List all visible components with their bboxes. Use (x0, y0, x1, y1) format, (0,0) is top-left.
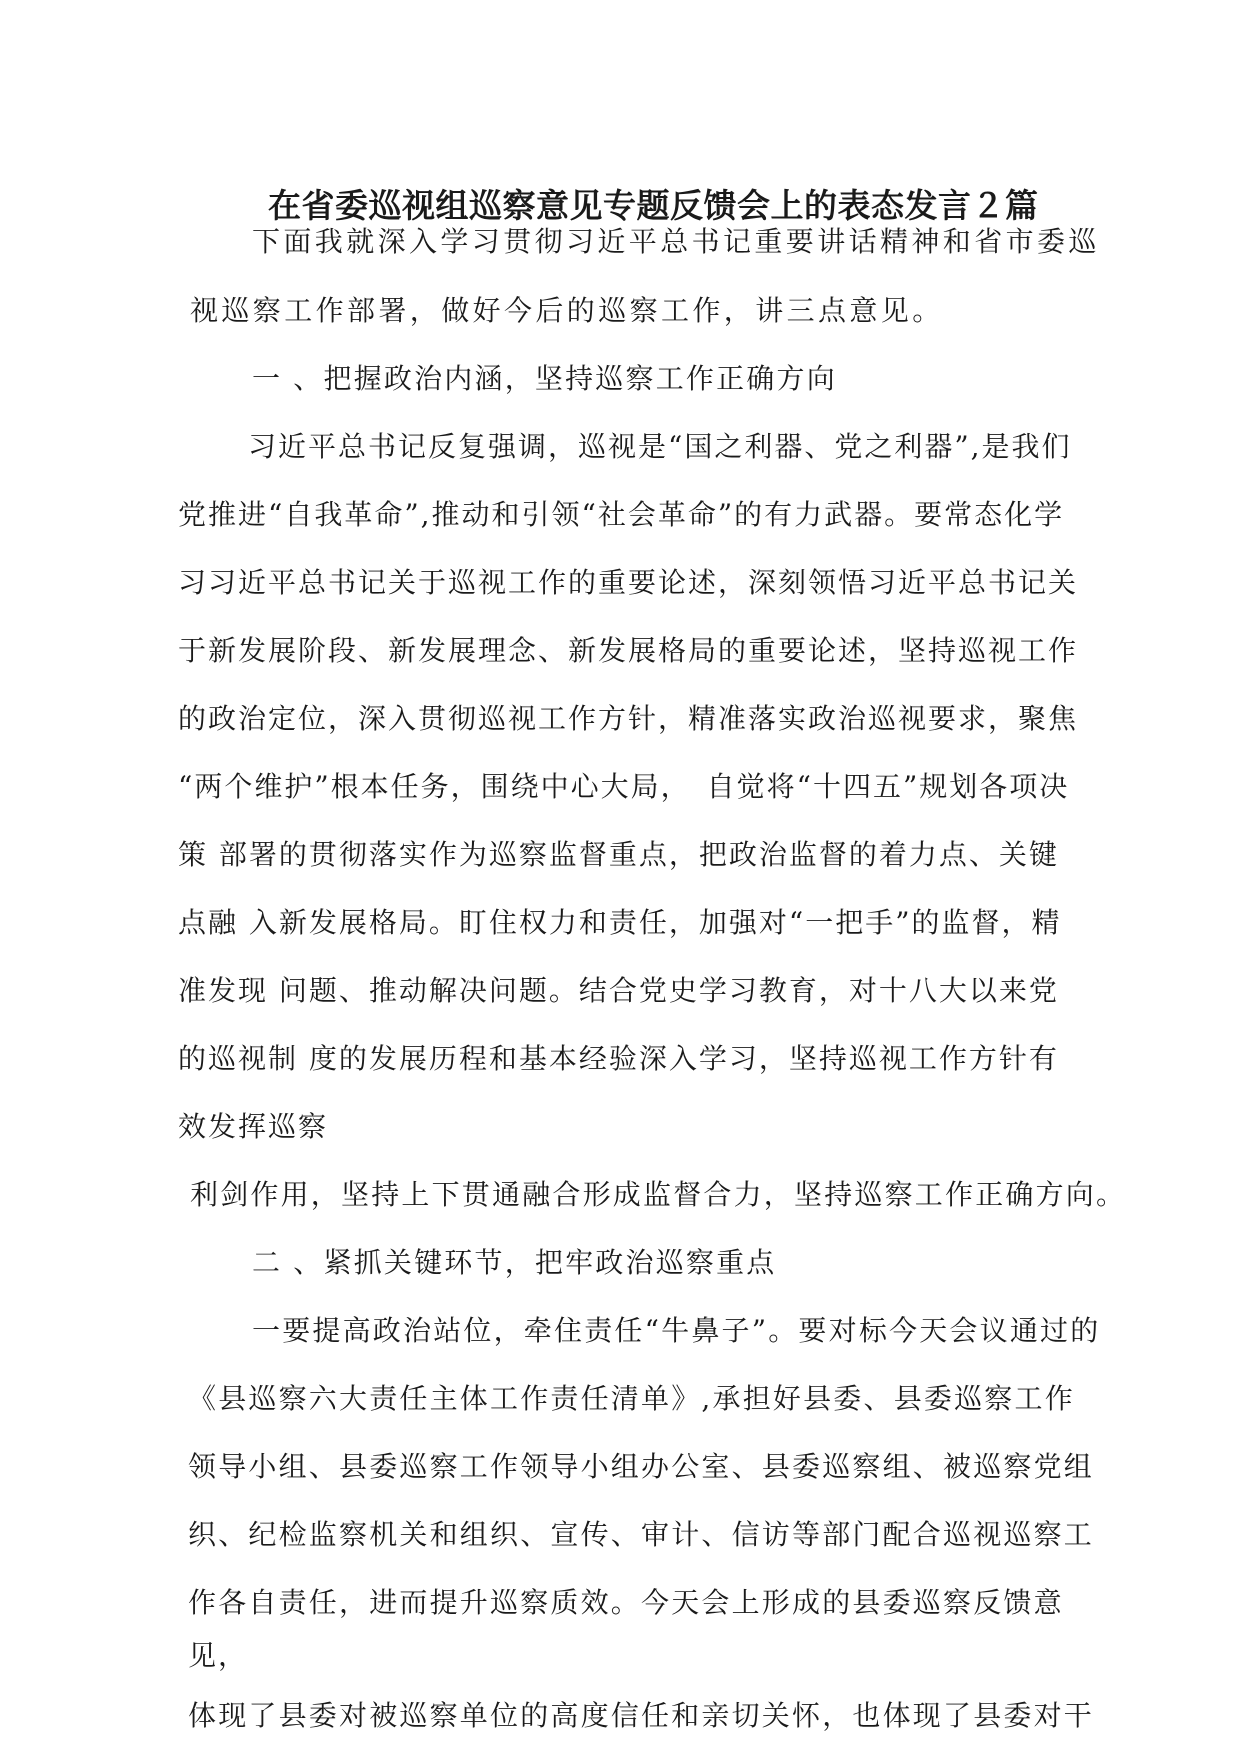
paragraph-line: 一要提高政治站位，牵住责任“牛鼻子”。要对标今天会议通过的 (252, 1314, 1101, 1347)
paragraph-line: 见， (188, 1639, 249, 1672)
paragraph-line: 《县巡察六大责任主体工作责任清单》,承担好县委、县委巡察工作 (188, 1382, 1075, 1415)
paragraph-line: 习习近平总书记关于巡视工作的重要论述，深刻领悟习近平总书记关 (178, 566, 1079, 599)
paragraph-line: 体现了县委对被巡察单位的高度信任和亲切关怀，也体现了县委对干 (188, 1699, 1095, 1732)
paragraph-line: 点融 入新发展格局。盯住权力和责任，加强对“一把手”的监督，精 (178, 906, 1062, 939)
paragraph-line: 利剑作用，坚持上下贯通融合形成监督合力，坚持巡察工作正确方向。 (190, 1178, 1127, 1211)
section-heading: 一 、把握政治内涵，坚持巡察工作正确方向 (252, 362, 837, 395)
paragraph-line: 策 部署的贯彻落实作为巡察监督重点，把政治监督的着力点、关键 (178, 838, 1059, 871)
paragraph-line: 下面我就深入学习贯彻习近平总书记重要讲话精神和省市委巡 (252, 225, 1100, 258)
paragraph-line: 织、纪检监察机关和组织、宣传、审计、信访等部门配合巡视巡察工 (188, 1518, 1095, 1551)
paragraph-line: “两个维护”根本任务，围绕中心大局， 自觉将“十四五”规划各项决 (178, 770, 1070, 803)
paragraph-line: 于新发展阶段、新发展理念、新发展格局的重要论述，坚持巡视工作 (178, 634, 1079, 667)
paragraph-line: 习近平总书记反复强调，巡视是“国之利器、党之利器”,是我们 (248, 430, 1072, 463)
paragraph-line: 作各自责任，进而提升巡察质效。今天会上形成的县委巡察反馈意 (188, 1586, 1064, 1619)
document-title: 在省委巡视组巡察意见专题反馈会上的表态发言２篇 (268, 186, 1039, 225)
paragraph-line: 的政治定位，深入贯彻巡视工作方针，精准落实政治巡视要求，聚焦 (178, 702, 1079, 735)
paragraph-line: 领导小组、县委巡察工作领导小组办公室、县委巡察组、被巡察党组 (188, 1450, 1095, 1483)
paragraph-line: 准发现 问题、推动解决问题。结合党史学习教育，对十八大以来党 (178, 974, 1059, 1007)
paragraph-line: 效发挥巡察 (178, 1110, 329, 1143)
paragraph-line: 视巡察工作部署，做好今后的巡察工作，讲三点意见。 (190, 294, 944, 327)
paragraph-line: 党推进“自我革命”,推动和引领“社会革命”的有力武器。要常态化学 (178, 498, 1065, 531)
section-heading: 二 、紧抓关键环节，把牢政治巡察重点 (252, 1246, 777, 1279)
paragraph-line: 的巡视制 度的发展历程和基本经验深入学习，坚持巡视工作方针有 (178, 1042, 1059, 1075)
